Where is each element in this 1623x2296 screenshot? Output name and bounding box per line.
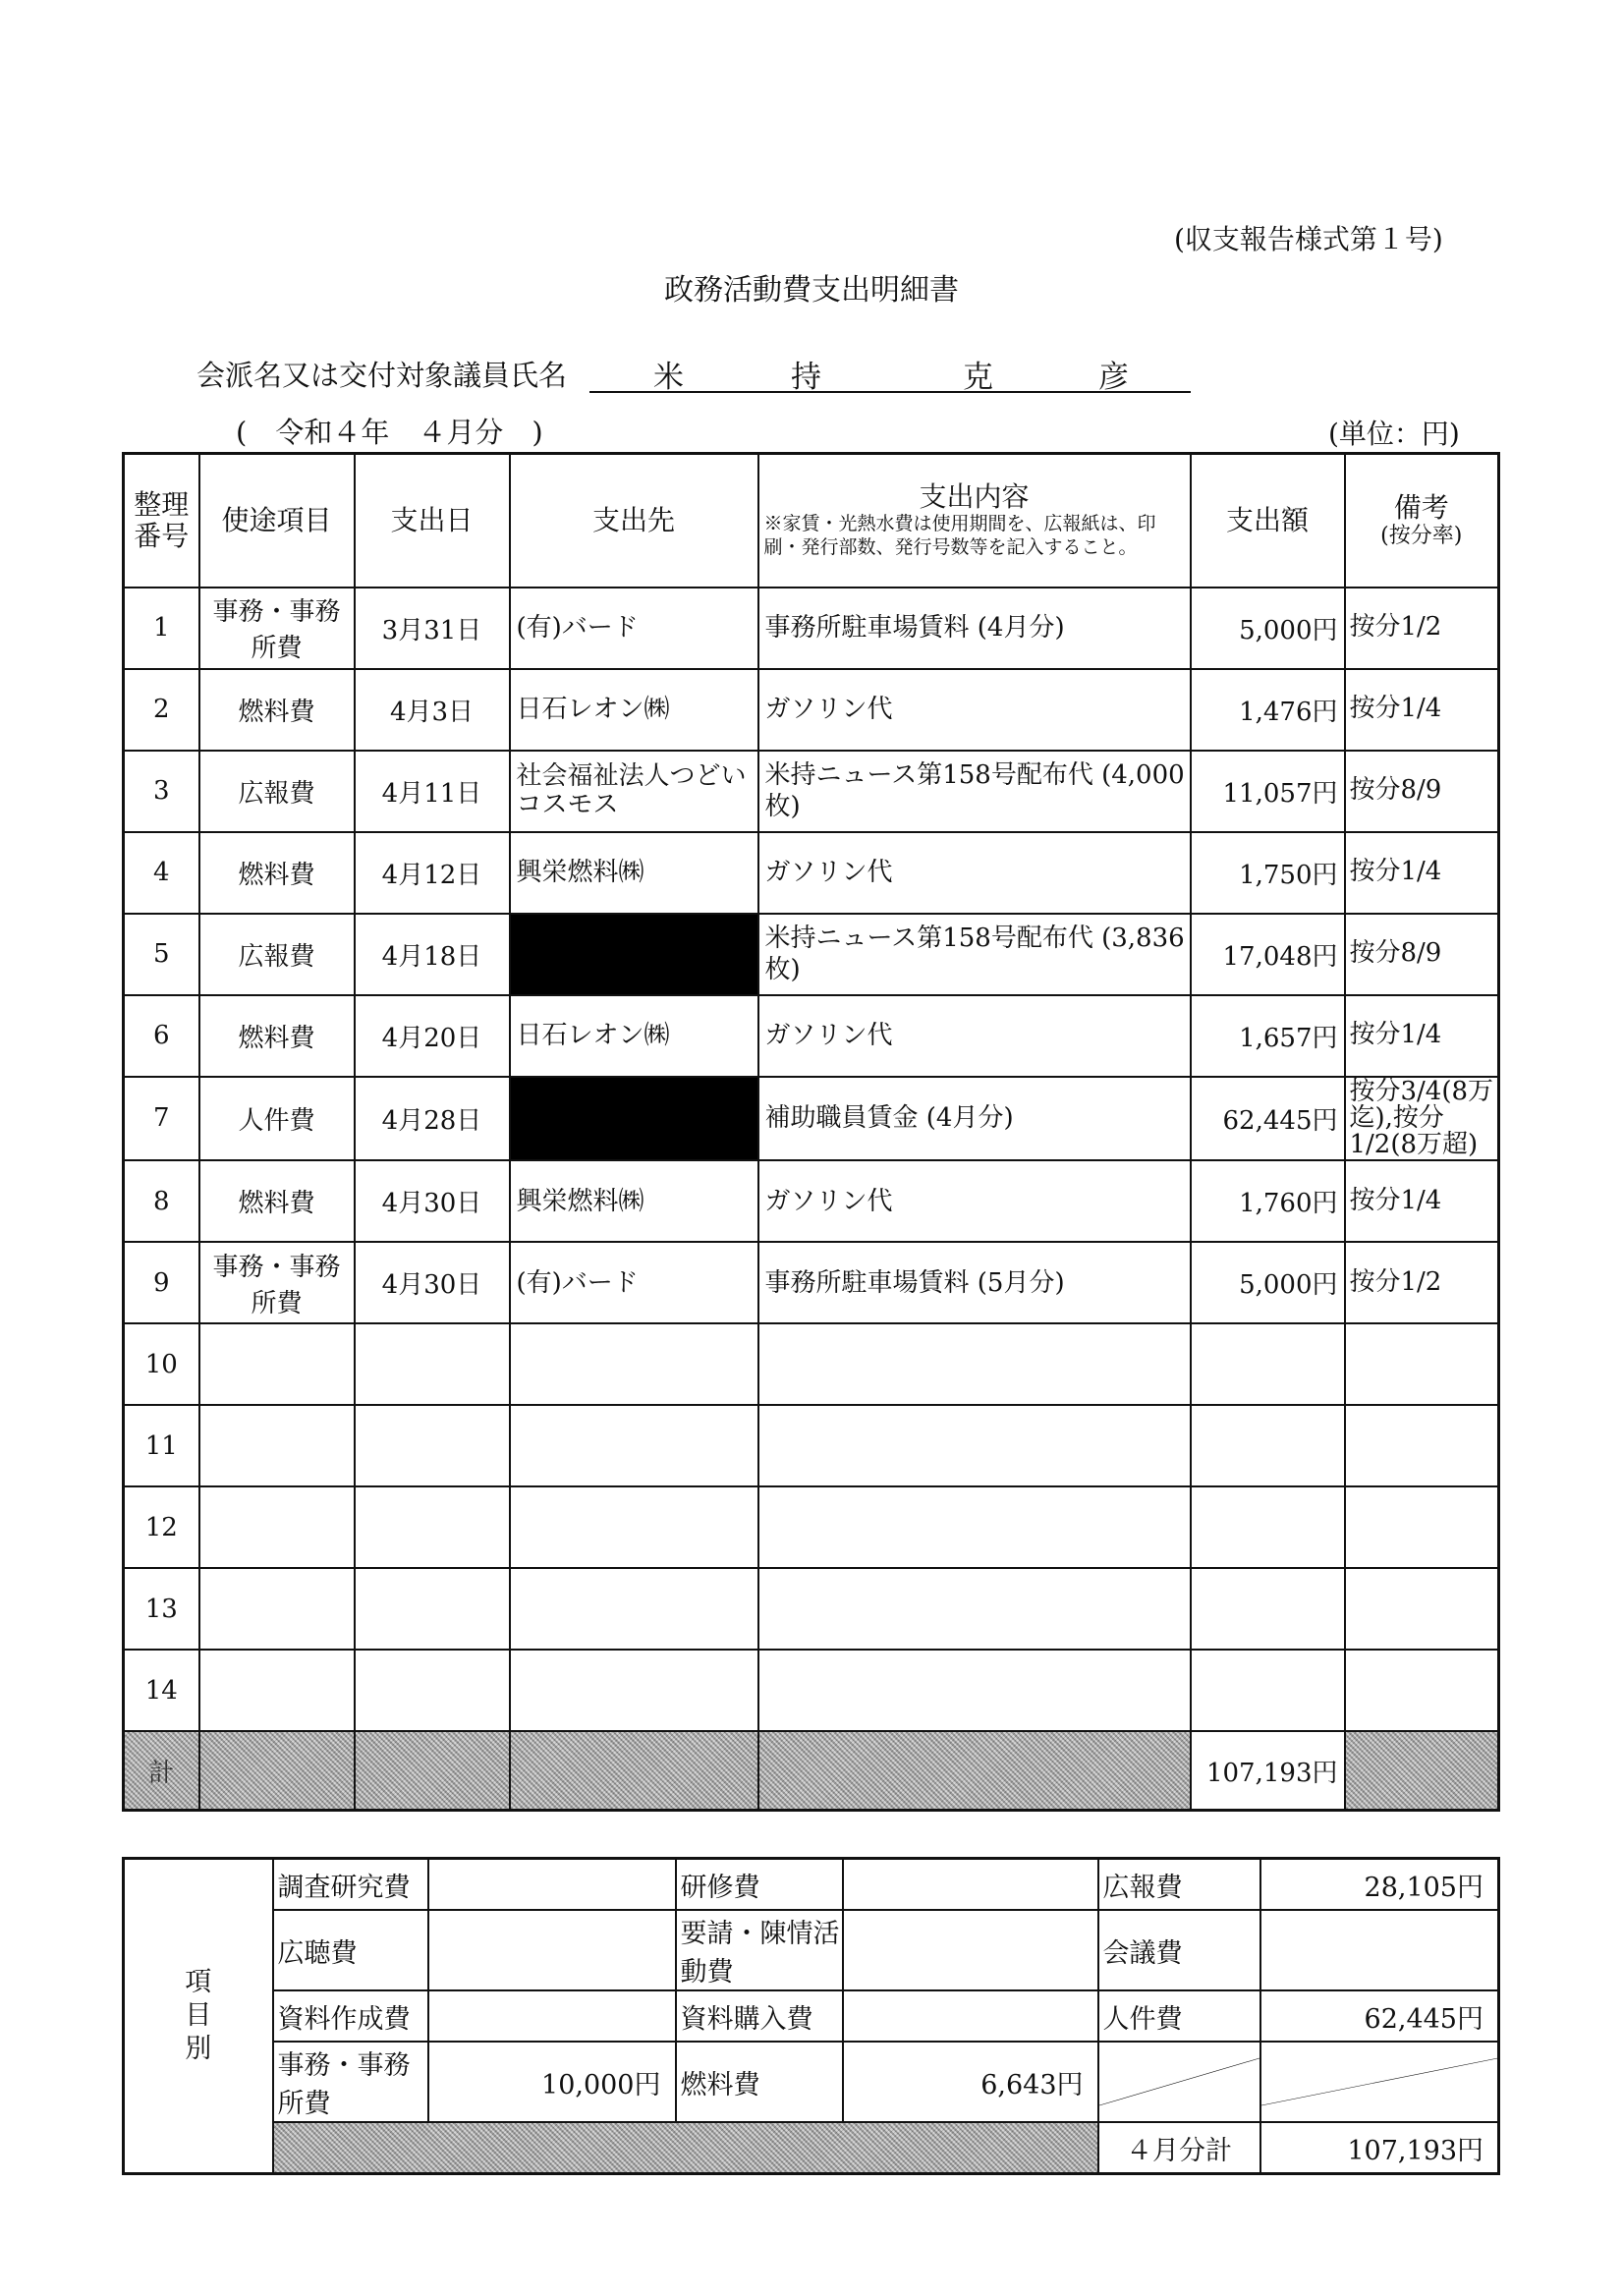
summary-label: 会議費: [1098, 1910, 1260, 1990]
row-content: 米持ニュース第158号配布代 (3,836枚): [758, 914, 1191, 995]
slash-line: [1261, 2058, 1498, 2105]
form-number: (収支報告様式第１号): [1174, 223, 1443, 255]
row-number: 10: [124, 1323, 199, 1405]
header-date: 支出日: [355, 454, 510, 588]
row-remark: 按分1/4: [1345, 995, 1499, 1077]
member-name-char: 彦: [1098, 360, 1129, 395]
row-use-category: 広報費: [199, 914, 355, 995]
row-number: 12: [124, 1486, 199, 1568]
table-row: [124, 1160, 1499, 1242]
expense-table: [122, 452, 1500, 1812]
member-name-char: 米: [653, 360, 684, 395]
row-date: [355, 1323, 510, 1405]
row-use-category: [199, 1650, 355, 1731]
row-amount: 1,760円: [1191, 1160, 1345, 1242]
row-use-category: 事務・事務所費: [199, 1242, 355, 1323]
row-number: 4: [124, 832, 199, 914]
row-content: 事務所駐車場賃料 (4月分): [758, 588, 1191, 669]
row-payee: [510, 1650, 758, 1731]
row-content: ガソリン代: [758, 832, 1191, 914]
summary-label: 研修費: [676, 1859, 843, 1911]
total-amount: 107,193円: [1191, 1731, 1345, 1810]
row-date: 4月12日: [355, 832, 510, 914]
total-shade: [758, 1731, 1191, 1810]
row-content: [758, 1323, 1191, 1405]
table-row: [124, 1405, 1499, 1486]
summary-row: [124, 2042, 1499, 2122]
summary-value: 6,643円: [843, 2042, 1098, 2122]
row-amount: [1191, 1486, 1345, 1568]
row-remark: [1345, 1323, 1499, 1405]
row-content: ガソリン代: [758, 669, 1191, 751]
summary-label: 資料作成費: [273, 1990, 428, 2042]
row-date: 4月20日: [355, 995, 510, 1077]
category-summary-table: [122, 1857, 1500, 2175]
header-content-note: ※家賃・光熱水費は使用期間を、広報紙は、印刷・発行部数、発行号数等を記入すること。: [763, 513, 1156, 558]
summary-label: 要請・陳情活動費: [676, 1910, 843, 1990]
summary-side-label: 項 目 別: [124, 1859, 273, 2174]
row-remark: 按分1/4: [1345, 832, 1499, 914]
row-payee: [510, 1568, 758, 1650]
header-remark-sub: (按分率): [1380, 524, 1463, 549]
header-remark-title: 備考: [1393, 491, 1449, 524]
row-amount: 62,445円: [1191, 1077, 1345, 1161]
row-content: 米持ニュース第158号配布代 (4,000枚): [758, 751, 1191, 832]
row-amount: 1,657円: [1191, 995, 1345, 1077]
month-total-value: 107,193円: [1260, 2122, 1499, 2174]
row-use-category: [199, 1323, 355, 1405]
header-amount: 支出額: [1191, 454, 1345, 588]
row-use-category: 燃料費: [199, 995, 355, 1077]
report-period: ( 令和４年 ４月分 ): [236, 416, 543, 449]
row-use-category: [199, 1486, 355, 1568]
row-remark: [1345, 1405, 1499, 1486]
table-row: [124, 669, 1499, 751]
row-amount: 1,476円: [1191, 669, 1345, 751]
row-remark: 按分1/2: [1345, 588, 1499, 669]
summary-label: 燃料費: [676, 2042, 843, 2122]
summary-value: [1260, 1910, 1499, 1990]
member-name-underline: [589, 391, 1191, 393]
document-title: 政務活動費支出明細書: [664, 273, 959, 308]
row-content: [758, 1486, 1191, 1568]
row-number: 3: [124, 751, 199, 832]
table-row: [124, 1650, 1499, 1731]
row-payee: [510, 1486, 758, 1568]
row-use-category: 人件費: [199, 1077, 355, 1161]
summary-value: 62,445円: [1260, 1990, 1499, 2042]
summary-label: 資料購入費: [676, 1990, 843, 2042]
row-number: 7: [124, 1077, 199, 1161]
summary-value: [843, 1910, 1098, 1990]
row-content: 事務所駐車場賃料 (5月分): [758, 1242, 1191, 1323]
row-payee: 日石レオン㈱: [510, 995, 758, 1077]
row-content: [758, 1568, 1191, 1650]
table-row: [124, 1323, 1499, 1405]
row-remark: [1345, 1486, 1499, 1568]
summary-total-row: [124, 2122, 1499, 2174]
row-amount: 1,750円: [1191, 832, 1345, 914]
table-row: [124, 1486, 1499, 1568]
summary-label: 調査研究費: [273, 1859, 428, 1911]
row-remark: 按分1/2: [1345, 1242, 1499, 1323]
row-amount: [1191, 1650, 1345, 1731]
summary-value: [843, 1859, 1098, 1911]
summary-label: 人件費: [1098, 1990, 1260, 2042]
member-name-char: 持: [791, 360, 821, 395]
total-label: 計: [124, 1731, 199, 1810]
row-date: 4月18日: [355, 914, 510, 995]
row-content: ガソリン代: [758, 1160, 1191, 1242]
row-date: 4月30日: [355, 1242, 510, 1323]
row-use-category: 燃料費: [199, 1160, 355, 1242]
total-shade: [355, 1731, 510, 1810]
row-payee: 日石レオン㈱: [510, 669, 758, 751]
table-row: [124, 914, 1499, 995]
slash-line: [1099, 2058, 1259, 2105]
summary-value: 10,000円: [428, 2042, 676, 2122]
empty-slash-cell: [1098, 2042, 1260, 2122]
row-content: [758, 1405, 1191, 1486]
table-row: [124, 1568, 1499, 1650]
row-content: ガソリン代: [758, 995, 1191, 1077]
row-number: 8: [124, 1160, 199, 1242]
row-remark: 按分8/9: [1345, 751, 1499, 832]
header-remark: [1345, 454, 1499, 588]
row-remark: 按分1/4: [1345, 669, 1499, 751]
summary-value: [843, 1990, 1098, 2042]
table-row: [124, 588, 1499, 669]
row-content: [758, 1650, 1191, 1731]
row-amount: 5,000円: [1191, 1242, 1345, 1323]
row-amount: [1191, 1405, 1345, 1486]
table-row: [124, 832, 1499, 914]
summary-value: [428, 1990, 676, 2042]
row-date: 4月28日: [355, 1077, 510, 1161]
row-content: 補助職員賃金 (4月分): [758, 1077, 1191, 1161]
row-payee: [510, 1077, 758, 1161]
table-row: [124, 995, 1499, 1077]
summary-label: 事務・事務所費: [273, 2042, 428, 2122]
table-header-row: [124, 454, 1499, 588]
row-number: 5: [124, 914, 199, 995]
row-amount: 5,000円: [1191, 588, 1345, 669]
row-payee: 社会福祉法人つどい コスモス: [510, 751, 758, 832]
row-use-category: 燃料費: [199, 669, 355, 751]
summary-shade: [273, 2122, 1098, 2174]
total-shade: [510, 1731, 758, 1810]
row-remark: 按分3/4(8万迄),按分1/2(8万超): [1345, 1077, 1499, 1161]
summary-row: [124, 1859, 1499, 1911]
row-amount: 17,048円: [1191, 914, 1345, 995]
summary-value: [428, 1910, 676, 1990]
row-date: 3月31日: [355, 588, 510, 669]
row-number: 11: [124, 1405, 199, 1486]
row-date: [355, 1405, 510, 1486]
summary-value: 28,105円: [1260, 1859, 1499, 1911]
summary-label: 広報費: [1098, 1859, 1260, 1911]
row-date: [355, 1486, 510, 1568]
row-date: [355, 1568, 510, 1650]
row-number: 13: [124, 1568, 199, 1650]
row-remark: 按分8/9: [1345, 914, 1499, 995]
row-amount: [1191, 1568, 1345, 1650]
member-label: 会派名又は交付対象議員氏名: [196, 359, 568, 392]
row-date: 4月11日: [355, 751, 510, 832]
header-no: 整理番号: [124, 454, 199, 588]
summary-value: [428, 1859, 676, 1911]
row-payee: 興栄燃料㈱: [510, 1160, 758, 1242]
row-number: 14: [124, 1650, 199, 1731]
empty-slash-cell: [1260, 2042, 1499, 2122]
row-use-category: 燃料費: [199, 832, 355, 914]
row-use-category: [199, 1568, 355, 1650]
table-row: [124, 1077, 1499, 1161]
row-remark: [1345, 1568, 1499, 1650]
row-date: [355, 1650, 510, 1731]
row-payee: (有)バード: [510, 1242, 758, 1323]
row-remark: [1345, 1650, 1499, 1731]
summary-label: 広聴費: [273, 1910, 428, 1990]
row-payee: [510, 1323, 758, 1405]
row-amount: [1191, 1323, 1345, 1405]
summary-row: [124, 1990, 1499, 2042]
unit-label: (単位：円): [1328, 418, 1460, 450]
row-remark: 按分1/4: [1345, 1160, 1499, 1242]
header-use: 使途項目: [199, 454, 355, 588]
row-amount: 11,057円: [1191, 751, 1345, 832]
row-date: 4月30日: [355, 1160, 510, 1242]
table-row: [124, 751, 1499, 832]
header-content: [758, 454, 1191, 588]
row-payee: (有)バード: [510, 588, 758, 669]
member-name-char: 克: [963, 360, 993, 395]
row-use-category: 広報費: [199, 751, 355, 832]
total-shade: [1345, 1731, 1499, 1810]
total-shade: [199, 1731, 355, 1810]
row-payee: 興栄燃料㈱: [510, 832, 758, 914]
row-date: 4月3日: [355, 669, 510, 751]
total-row: [124, 1731, 1499, 1810]
row-use-category: [199, 1405, 355, 1486]
row-number: 6: [124, 995, 199, 1077]
row-number: 2: [124, 669, 199, 751]
row-number: 9: [124, 1242, 199, 1323]
row-number: 1: [124, 588, 199, 669]
row-payee: [510, 914, 758, 995]
table-row: [124, 1242, 1499, 1323]
month-total-label: ４月分計: [1098, 2122, 1260, 2174]
header-content-title: 支出内容: [919, 479, 1030, 513]
summary-row: [124, 1910, 1499, 1990]
header-payee: 支出先: [510, 454, 758, 588]
row-payee: [510, 1405, 758, 1486]
row-use-category: 事務・事務所費: [199, 588, 355, 669]
